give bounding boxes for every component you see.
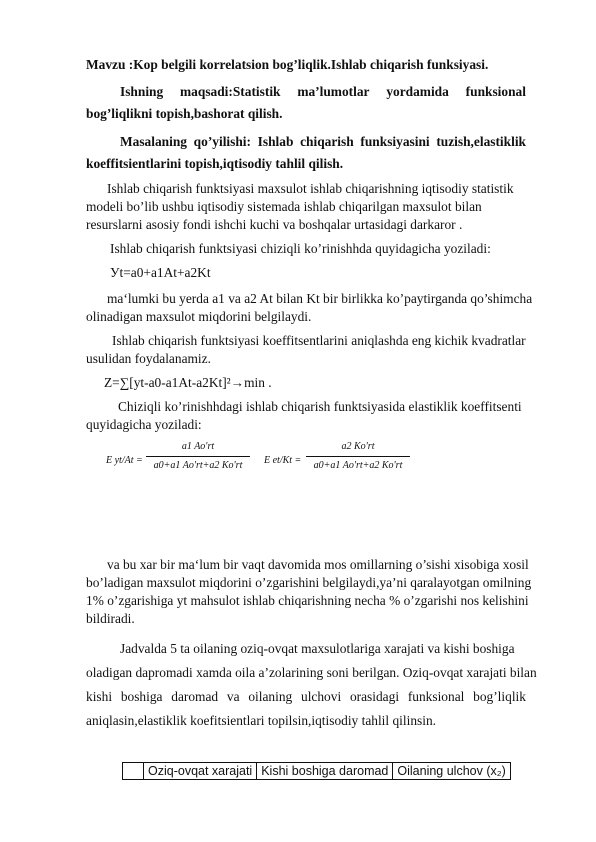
paragraph-line: bo’ladigan maxsulot miqdorini o’zgarishini belgilaydi,ya’ni qaralayotgan omilning xyxy=(86,575,532,590)
goal-word: funksional xyxy=(465,84,526,99)
topic-heading: Mavzu :Kop belgili korrelatsion bog’liqlik.Ishlab chiqarish funksiyasi. xyxy=(86,57,489,72)
task-word: funksiyasini xyxy=(360,134,430,149)
paragraph-line-justified xyxy=(86,688,526,706)
task-line-2: koeffitsientlarini topish,iqtisodiy tahlil qilish. xyxy=(86,156,344,171)
task-word: qo’yilishi: xyxy=(193,134,251,149)
elasticity-numerator-1: a1 Aо'rt xyxy=(181,441,215,452)
word: oilaning xyxy=(248,689,293,704)
data-table xyxy=(122,762,511,780)
paragraph-line: quyidagicha yoziladi: xyxy=(86,417,202,432)
word: daromad xyxy=(171,689,219,704)
paragraph-line: Ishlab chiqarish funktsiyasi chiziqli ko’rinishhda quyidagicha yoziladi: xyxy=(110,241,491,256)
fraction-bar xyxy=(146,456,250,457)
word: funksional xyxy=(407,689,465,704)
word: va xyxy=(226,689,240,704)
goal-word: Ishning xyxy=(120,84,164,99)
paragraph-line: ma‘lumki bu yerda a1 va a2 At bilan Kt bir birlikka ko’paytirganda qo’shimcha xyxy=(107,291,533,306)
fraction-bar xyxy=(306,456,410,457)
task-word: Masalaning xyxy=(120,134,187,149)
table-header-cell: Oilaning ulchov (x₂) xyxy=(393,763,510,780)
word: bog’liqlik xyxy=(473,689,526,704)
word: orasidagi xyxy=(349,689,400,704)
table-header-row xyxy=(123,763,511,780)
goal-word: maqsadi:Statistik xyxy=(180,84,281,99)
paragraph-line: Jadvalda 5 ta oilaning oziq-ovqat maxsulotlariga xarajati va kishi boshiga xyxy=(120,641,515,656)
elasticity-lhs-1: E yt/At = xyxy=(106,455,143,466)
paragraph-line: va bu xar bir ma‘lum bir vaqt davomida mos omillarning o’sishi xisobiga xosil xyxy=(107,557,529,572)
paragraph-line: Ishlab chiqarish funktsiyasi koeffitsentlarini aniqlashda eng kichik kvadratlar xyxy=(112,333,526,348)
paragraph-line: modeli bo’lib ushbu iqtisodiy sistemada ishlab chiqarilgan maxsulot bilan xyxy=(86,199,482,214)
goal-line-2: bog’liqlikni topish,bashorat qilish. xyxy=(86,106,283,121)
elasticity-lhs-2: E et/Kt = xyxy=(264,455,302,466)
paragraph-line: Chiziqli ko’rinishhdagi ishlab chiqarish funktsiyasida elastiklik koeffitsenti xyxy=(118,399,522,414)
word: ulchovi xyxy=(301,689,342,704)
word: boshiga xyxy=(120,689,163,704)
word: kishi xyxy=(86,689,113,704)
paragraph-line: aniqlasin,elastiklik koefitsientlari topilsin,iqtisodiy tahlil qilinsin. xyxy=(86,713,436,728)
elasticity-denominator-2: a0+a1 Aо'rt+a2 Kо'rt xyxy=(313,460,403,471)
task-word: chiqarish xyxy=(300,134,354,149)
goal-word: yordamida xyxy=(386,84,449,99)
goal-word: ma’lumotlar xyxy=(297,84,370,99)
formula-least-squares: Z=∑[yt-a0-a1At-a2Kt]²→min . xyxy=(104,375,272,390)
paragraph-line: Ishlab chiqarish funktsiyasi maxsulot ishlab chiqarishning iqtisodiy statistik xyxy=(107,181,514,196)
paragraph-line: resurslarni asosiy fondi ishchi kuchi va boshqalar urtasidagi darkaror . xyxy=(86,217,463,232)
formula-production: Уt=a0+a1At+a2Kt xyxy=(110,265,211,280)
table-header-cell: Oziq-ovqat xarajati xyxy=(144,763,257,780)
elasticity-numerator-2: a2 Kо'rt xyxy=(341,441,375,452)
goal-line xyxy=(120,83,526,101)
paragraph-line: usulidan foydalanamiz. xyxy=(86,351,211,366)
table-header-cell: Kishi boshiga daromad xyxy=(257,763,393,780)
paragraph-line: olinadigan maxsulot miqdorini belgilaydi. xyxy=(86,309,312,324)
elasticity-denominator-1: a0+a1 Aо'rt+a2 Kо'rt xyxy=(153,460,243,471)
task-word: tuzish,elastiklik xyxy=(436,134,526,149)
paragraph-line: 1% o’zgarishiga yt mahsulot ishlab chiqarishning necha % o’zgarishi nos kelishini xyxy=(86,593,529,608)
task-word: Ishlab xyxy=(257,134,294,149)
table-header-cell xyxy=(123,763,144,780)
task-line xyxy=(120,133,526,151)
paragraph-line: bildiradi. xyxy=(86,611,135,626)
paragraph-line: oladigan dapromadi xamda oila a’zolarining soni berilgan. Oziq-ovqat xarajati bilan xyxy=(86,665,537,680)
